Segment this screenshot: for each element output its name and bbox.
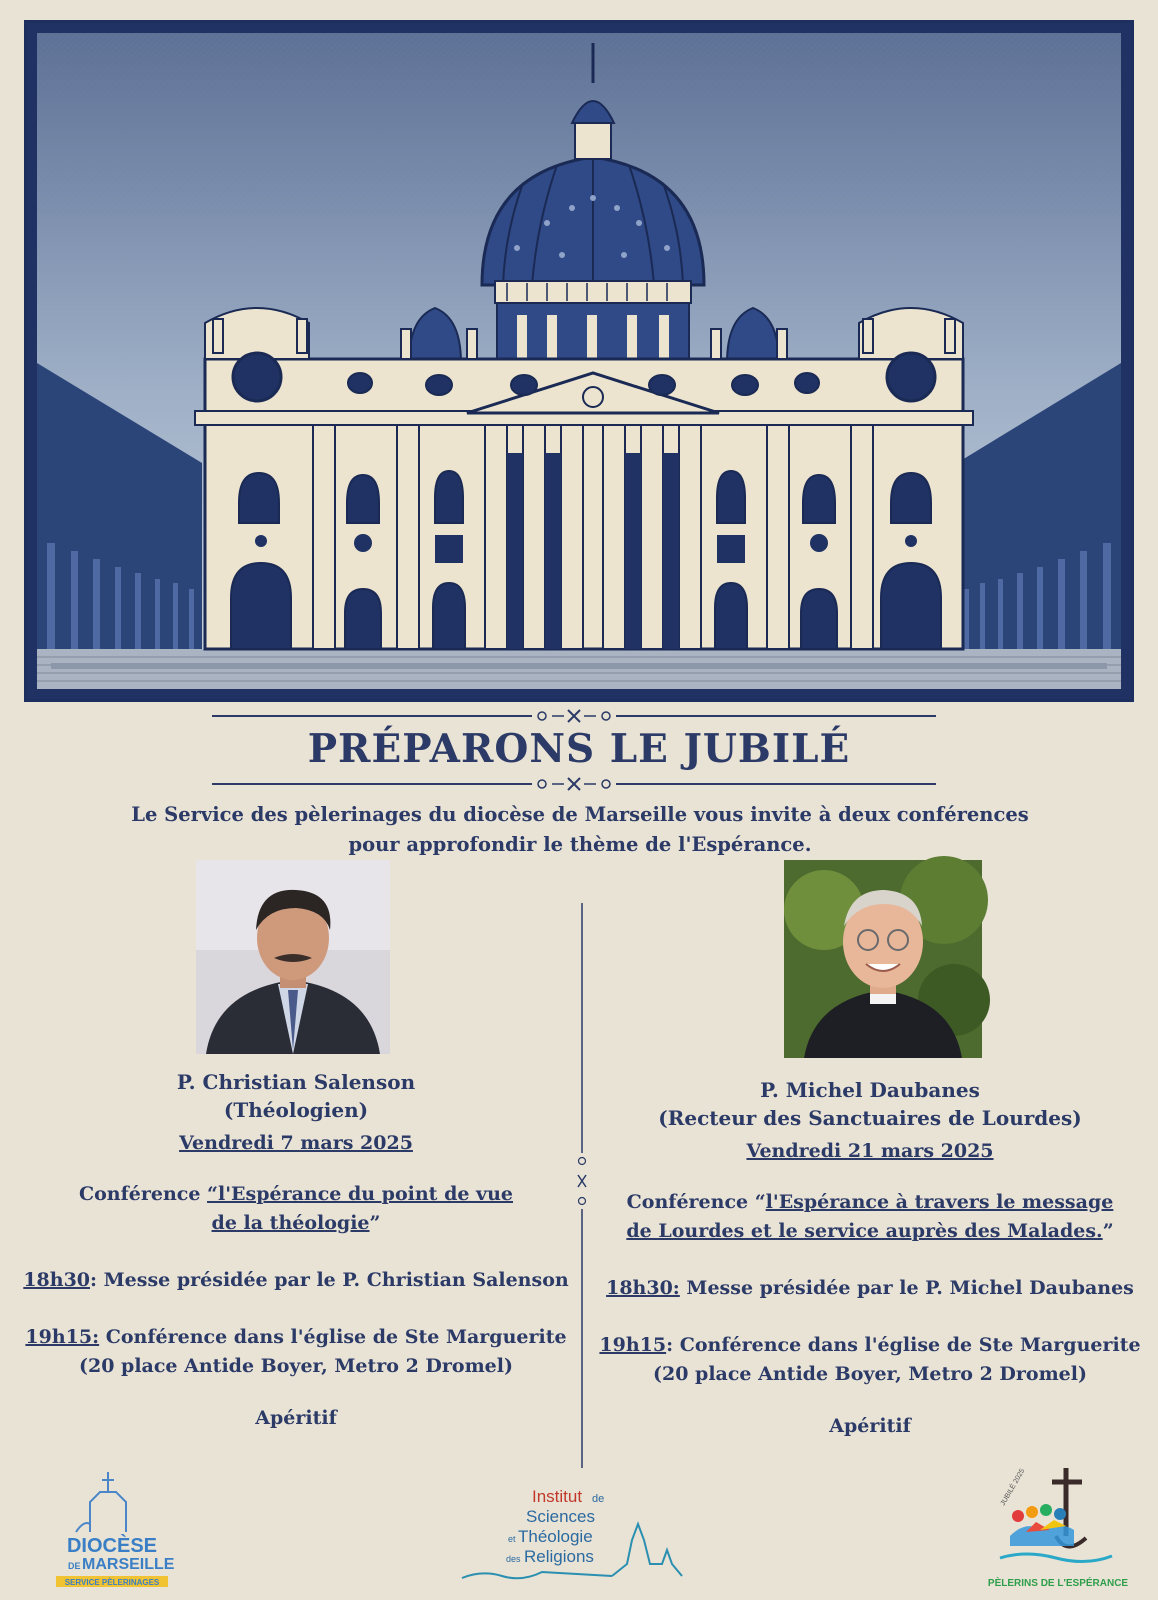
- mass-time: 18h30: [23, 1269, 91, 1291]
- institut-logo: [462, 1480, 698, 1592]
- intro-text: [80, 800, 1080, 860]
- speaker-name: P. Christian Salenson: [176, 1070, 416, 1094]
- jubile-logo: [987, 1466, 1129, 1592]
- speaker-role: (Théologien): [223, 1098, 369, 1122]
- diocese-de: DE: [68, 1561, 81, 1571]
- talk-time: 19h15:: [25, 1326, 100, 1348]
- conference-close-quote: ”: [369, 1212, 381, 1234]
- conference-title-line: de la théologie: [211, 1212, 370, 1234]
- vertical-ornament-divider: [577, 903, 587, 1468]
- diocese-name: DIOCÈSE: [66, 1535, 158, 1557]
- page-title: PRÉPARONS LE JUBILÉ: [307, 726, 851, 772]
- institut-religions: Religions: [524, 1547, 594, 1566]
- talk-text: Conférence dans l'église de Ste Marguerite: [99, 1326, 567, 1348]
- talk-address: (20 place Antide Boyer, Metro 2 Dromel): [79, 1355, 513, 1377]
- mass-schedule: [16, 1266, 576, 1295]
- speaker-name: P. Michel Daubanes: [760, 1078, 980, 1102]
- fleuron-ornament-icon: [212, 776, 936, 792]
- conference-title: [590, 1188, 1150, 1246]
- mass-schedule: [590, 1274, 1150, 1303]
- institut-word: Institut: [532, 1487, 583, 1506]
- institut-theologie: Théologie: [518, 1527, 593, 1546]
- intro-line: pour approfondir le thème de l'Espérance.: [348, 833, 812, 856]
- conference-prefix: Conférence: [78, 1183, 208, 1205]
- avatar: [196, 860, 390, 1054]
- conference-prefix: Conférence “: [626, 1191, 766, 1213]
- talk-schedule: [590, 1331, 1150, 1389]
- fleuron-ornament-icon: [212, 708, 936, 724]
- conference-close-quote: ”: [1102, 1220, 1114, 1242]
- event-date: Vendredi 21 mars 2025: [746, 1140, 994, 1162]
- speaker-column-left: [16, 860, 576, 1429]
- jubile-year: JUBILÉ 2025: [999, 1467, 1027, 1507]
- basilica-illustration: [27, 23, 1131, 699]
- conference-title-line: “l'Espérance du point de vue: [207, 1183, 513, 1205]
- institut-de: de: [592, 1493, 605, 1505]
- speaker-portrait: [196, 860, 390, 1054]
- jubile-logo-mark: [987, 1466, 1129, 1592]
- diocese-logo: [50, 1472, 180, 1590]
- institut-et: et: [508, 1534, 516, 1544]
- conference-title-line: l'Espérance à travers le message: [765, 1191, 1114, 1213]
- institut-sciences: Sciences: [526, 1507, 595, 1526]
- intro-line: Le Service des pèlerinages du diocèse de Marseille vous invite à deux conférences: [131, 803, 1029, 826]
- talk-schedule: [16, 1323, 576, 1381]
- talk-address: (20 place Antide Boyer, Metro 2 Dromel): [653, 1363, 1087, 1385]
- mass-time: 18h30:: [606, 1277, 680, 1299]
- aperitif-label: Apéritif: [255, 1407, 337, 1429]
- aperitif-label: Apéritif: [829, 1415, 911, 1437]
- speaker-column-right: [590, 860, 1150, 1437]
- conference-title: [16, 1180, 576, 1238]
- avatar: [784, 860, 982, 1058]
- mass-text: Messe présidée par le P. Michel Daubanes: [679, 1277, 1134, 1299]
- institut-logo-mark: [462, 1480, 698, 1592]
- jubile-motto: PÈLERINS DE L'ESPÉRANCE: [987, 1578, 1129, 1589]
- hero-illustration: [24, 20, 1134, 702]
- diocese-city: MARSEILLE: [82, 1556, 175, 1573]
- event-date: Vendredi 7 mars 2025: [179, 1132, 413, 1154]
- speaker-portrait: [784, 860, 982, 1058]
- institut-des: des: [506, 1554, 521, 1564]
- diocese-logo-mark: [50, 1472, 180, 1590]
- talk-time: 19h15: [599, 1334, 667, 1356]
- talk-text: : Conférence dans l'église de Ste Marguerite: [666, 1334, 1141, 1356]
- conference-title-line: de Lourdes et le service auprès des Malades.: [626, 1220, 1103, 1242]
- mass-text: : Messe présidée par le P. Christian Salenson: [90, 1269, 569, 1291]
- speaker-role: (Recteur des Sanctuaires de Lourdes): [658, 1106, 1082, 1130]
- diocese-service: SERVICE PÈLERINAGES: [64, 1578, 160, 1587]
